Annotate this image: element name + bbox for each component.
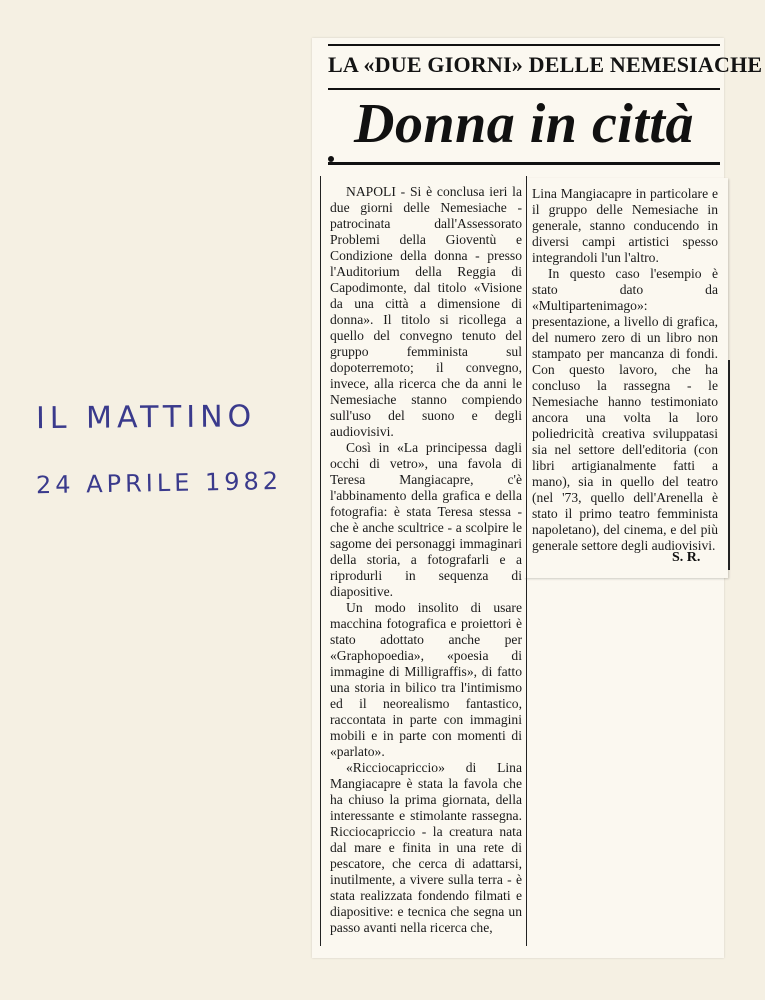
- column-divider: [526, 176, 527, 946]
- article-paragraph: Lina Mangiacapre in particolare e il gruppo delle Nemesiache in generale, stanno conducendo in diversi campi artistici spesso integrandoli l'un l'altro.: [532, 186, 718, 265]
- article-headline: Donna in città: [354, 93, 694, 155]
- article-column-2: [532, 186, 718, 554]
- headline-rule: [328, 162, 720, 165]
- article-column-1: [330, 184, 522, 936]
- article-paragraph: In questo caso l'esempio è stato dato da «Multipartenimago»: presentazione, a livello di grafica, del numero zero di un libro non stampato per mancanza di fondi. Con questo lavoro, che ha concluso la rassegna - le Nemesiache hanno testimoniato ancora una volta la loro poliedricità creativa sviluppatasi sia nel settore dell'editoria (con libri artigianalmente fatti a mano), sia in quello del teatro (nel '73, quello dell'Arenella è stato il primo teatro femminista napoletano), del cinema, e del più generale settore degli audiovisivi.: [532, 266, 718, 553]
- kicker-rule: [328, 88, 720, 90]
- article-paragraph: Così in «La principessa dagli occhi di vetro», una favola di Teresa Mangiacapre, c'è l'abbinamento della grafica e della fotografia: è stata Teresa stessa - che è anche scultrice - a scolpire le sagome dei personaggi immaginari della storia, a fotografarli e a riprodurli in sequenza di diapositive.: [330, 440, 522, 599]
- handwritten-date: 24 APRILE 1982: [35, 466, 283, 500]
- clipping-edge-line: [728, 360, 730, 570]
- author-signature: S. R.: [672, 550, 701, 565]
- article-paragraph: NAPOLI - Si è conclusa ieri la due giorni delle Nemesiache - patrocinata dall'Assessorato Problemi della Gioventù e Condizione della donna - presso l'Auditorium della Reggia di Capodimonte, dal titolo «Visione da una città a dimensione di donna». Il titolo si ricollega a quello del convegno tenuto del gruppo femminista sul dopoterremoto; il convegno, invece, alla ricerca che da anni le Nemesiache stanno compiendo sull'uso del suono e degli audiovisivi.: [330, 184, 522, 439]
- article-paragraph: «Ricciocapriccio» di Lina Mangiacapre è stata la favola che ha chiuso la prima giornata, della interessante e stimolante rassegna. Ricciocapriccio - la creatura nata dal mare e finita in una rete di pescatore, che cerca di adattarsi, inutilmente, a vivere sulla terra - è stata realizzata fondendo filmati e diapositive: e tecnica che segna un passo avanti nella ricerca che,: [330, 760, 522, 935]
- handwritten-newspaper-name: IL MATTINO: [35, 399, 257, 437]
- article-paragraph: Un modo insolito di usare macchina fotografica e proiettori è stato adottato anche per «Graphopoedia», «poesia di immagine di Milligraffis», di fatto una storia in bilico tra l'intimismo ed il neorealismo fantastico, raccontata in parte con immagini mobili e in parte con momenti di «parlato».: [330, 600, 522, 759]
- handwritten-annotation: [35, 399, 296, 500]
- column-left-border: [320, 176, 321, 946]
- article-kicker: LA «DUE GIORNI» DELLE NEMESIACHE: [328, 52, 763, 77]
- top-rule: [328, 44, 720, 46]
